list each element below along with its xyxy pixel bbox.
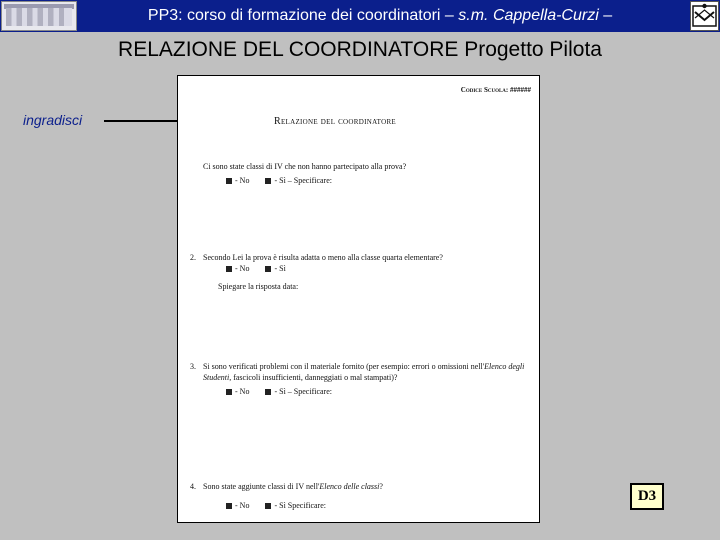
question-4-text — [203, 481, 535, 492]
question-4-text-b: ? — [379, 482, 383, 491]
school-logo-left — [1, 1, 77, 31]
slide-code-badge: D3 — [630, 483, 664, 510]
question-4-number: 4. — [190, 482, 196, 491]
question-2-options — [226, 263, 535, 274]
question-3-text-italic: Elenco degli Studenti — [203, 362, 525, 382]
header-title-prefix: PP3: corso di formazione dei coordinatori – — [147, 7, 459, 24]
option-label: - Sì – Specificare: — [274, 387, 332, 396]
question-2-number: 2. — [190, 253, 196, 262]
option-no[interactable] — [226, 175, 249, 186]
option-label: - No — [235, 176, 250, 185]
question-1-text: Ci sono state classi di IV che non hanno partecipato alla prova? — [203, 162, 407, 171]
question-3-text — [203, 361, 535, 383]
question-4-text-a: Sono state aggiunte classi di IV nell' — [203, 482, 320, 491]
option-label: - Sì — [274, 264, 286, 273]
header-bar — [0, 0, 720, 32]
checkbox-icon — [226, 178, 232, 184]
header-title-author: s.m. Cappella-Curzi — [458, 7, 599, 24]
question-2-text: Secondo Lei la prova è risulta adatta o meno alla classe quarta elementare? — [203, 253, 443, 262]
question-1-options — [226, 175, 535, 186]
document-heading: Relazione del coordinatore — [274, 116, 396, 127]
option-label: - No — [235, 501, 250, 510]
checkbox-icon — [265, 389, 271, 395]
checkbox-icon — [265, 266, 271, 272]
question-1 — [190, 161, 535, 186]
emblem-logo-right — [690, 1, 719, 31]
header-title — [80, 0, 680, 32]
checkbox-icon — [226, 389, 232, 395]
school-code: Codice Scuola: ###### — [460, 86, 531, 94]
question-2-explain: Spiegare la risposta data: — [218, 282, 299, 291]
option-no[interactable] — [226, 386, 249, 397]
checkbox-icon — [265, 178, 271, 184]
question-2 — [190, 252, 535, 292]
option-label: - Sì – Specificare: — [274, 176, 332, 185]
option-yes[interactable] — [265, 263, 285, 274]
option-yes[interactable] — [265, 500, 326, 511]
document-preview — [177, 75, 540, 523]
slide-title: RELAZIONE DEL COORDINATORE Progetto Pilota — [118, 38, 602, 61]
checkbox-icon — [265, 503, 271, 509]
checkbox-icon — [226, 266, 232, 272]
question-4-options — [226, 500, 535, 511]
option-no[interactable] — [226, 263, 249, 274]
header-title-suffix: – — [598, 7, 613, 24]
emblem-icon — [691, 2, 718, 30]
logo-building-shape — [6, 8, 72, 26]
question-4-text-italic: Elenco delle classi — [319, 482, 380, 491]
option-label: - No — [235, 264, 250, 273]
question-3-options — [226, 386, 535, 397]
question-3 — [190, 361, 535, 397]
question-3-text-b: , fascicoli insufficienti, danneggiati o mal stampati)? — [229, 373, 398, 382]
question-4 — [190, 481, 535, 511]
enlarge-link[interactable]: ingradisci — [23, 112, 83, 128]
option-yes[interactable] — [265, 175, 332, 186]
option-label: - No — [235, 387, 250, 396]
checkbox-icon — [226, 503, 232, 509]
question-3-text-a: Si sono verificati problemi con il materiale fornito (per esempio: errori o omissioni nell' — [203, 362, 485, 371]
question-3-number: 3. — [190, 362, 196, 371]
option-no[interactable] — [226, 500, 249, 511]
option-label: - Sì Specificare: — [274, 501, 326, 510]
option-yes[interactable] — [265, 386, 332, 397]
